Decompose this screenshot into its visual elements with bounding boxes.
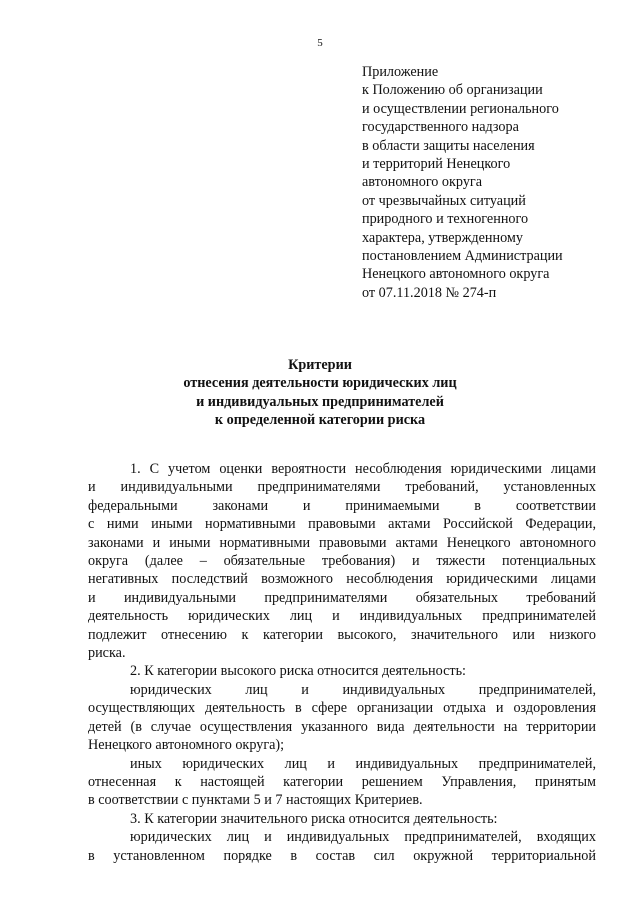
body-line: и индивидуальными предпринимателями обязательных требований xyxy=(88,589,596,606)
paragraph-2-item-2 xyxy=(88,755,596,810)
appendix-line: к Положению об организации xyxy=(362,82,543,99)
appendix-block xyxy=(362,63,612,302)
body-line: детей (в случае осуществления указанного вида деятельности на территории xyxy=(88,718,596,735)
appendix-line: автономного округа xyxy=(362,174,483,191)
body-line: юридических лиц и индивидуальных предпринимателей, входящих xyxy=(130,829,596,846)
body-line: осуществляющих деятельность в сфере организации отдыха и оздоровления xyxy=(88,700,596,717)
appendix-line: в области защиты населения xyxy=(362,137,535,154)
body-line: риска. xyxy=(88,645,126,662)
title-line: к определенной категории риска xyxy=(214,412,426,429)
title-line: отнесения деятельности юридических лиц xyxy=(183,375,457,392)
appendix-line: Приложение xyxy=(362,64,439,80)
body-line: юридических лиц и индивидуальных предпринимателей, xyxy=(130,681,596,698)
title-line: Критерии xyxy=(288,357,352,373)
appendix-line: и осуществлении регионального xyxy=(362,100,559,117)
appendix-line: и территорий Ненецкого xyxy=(362,156,511,173)
appendix-line: от 07.11.2018 № 274-п xyxy=(362,284,497,301)
body-line: округа (далее – обязательные требования) и тяжести потенциальных xyxy=(88,553,596,570)
document-body xyxy=(88,460,596,865)
paragraph-2-item-1 xyxy=(88,681,596,755)
paragraph-3-item-1 xyxy=(88,828,596,865)
body-line: отнесенная к настоящей категории решением Управления, принятым xyxy=(88,773,596,790)
body-line: и индивидуальными предпринимателями требований, установленных xyxy=(88,479,596,496)
page-number: 5 xyxy=(317,37,323,49)
title-line: и индивидуальных предпринимателей xyxy=(196,393,444,410)
document-title xyxy=(0,356,640,430)
appendix-line: от чрезвычайных ситуаций xyxy=(362,192,526,209)
body-line: иных юридических лиц и индивидуальных предпринимателей, xyxy=(130,755,596,772)
paragraph-3-heading: 3. К категории значительного риска относится деятельность: xyxy=(130,810,498,827)
appendix-line: государственного надзора xyxy=(362,119,519,136)
appendix-line: постановлением Администрации xyxy=(362,248,563,265)
body-line: Ненецкого автономного округа); xyxy=(88,737,285,754)
body-line: подлежит отнесению к категории высокого, значительного или низкого xyxy=(88,626,596,643)
paragraph-2-heading: 2. К категории высокого риска относится деятельность: xyxy=(130,663,467,680)
body-line: в соответствии с пунктами 5 и 7 настоящих Критериев. xyxy=(88,792,423,809)
body-line: законами и иными нормативными правовыми актами Ненецкого автономного xyxy=(88,534,596,551)
body-line: негативных последствий возможного несоблюдения юридическими лицами xyxy=(88,571,596,588)
body-line: 1. С учетом оценки вероятности несоблюдения юридическими лицами xyxy=(130,461,596,477)
body-line: с ними иными нормативными правовыми актами Российской Федерации, xyxy=(88,516,596,533)
body-line: деятельность юридических лиц и индивидуальных предпринимателей xyxy=(88,608,596,625)
appendix-line: Ненецкого автономного округа xyxy=(362,266,550,283)
appendix-line: природного и техногенного xyxy=(362,211,529,228)
body-line: в установленном порядке в состав сил окружной территориальной xyxy=(88,847,596,864)
body-line: федеральными законами и принимаемыми в соответствии xyxy=(88,497,596,514)
appendix-line: характера, утвержденному xyxy=(362,229,523,246)
paragraph-1 xyxy=(88,460,596,662)
